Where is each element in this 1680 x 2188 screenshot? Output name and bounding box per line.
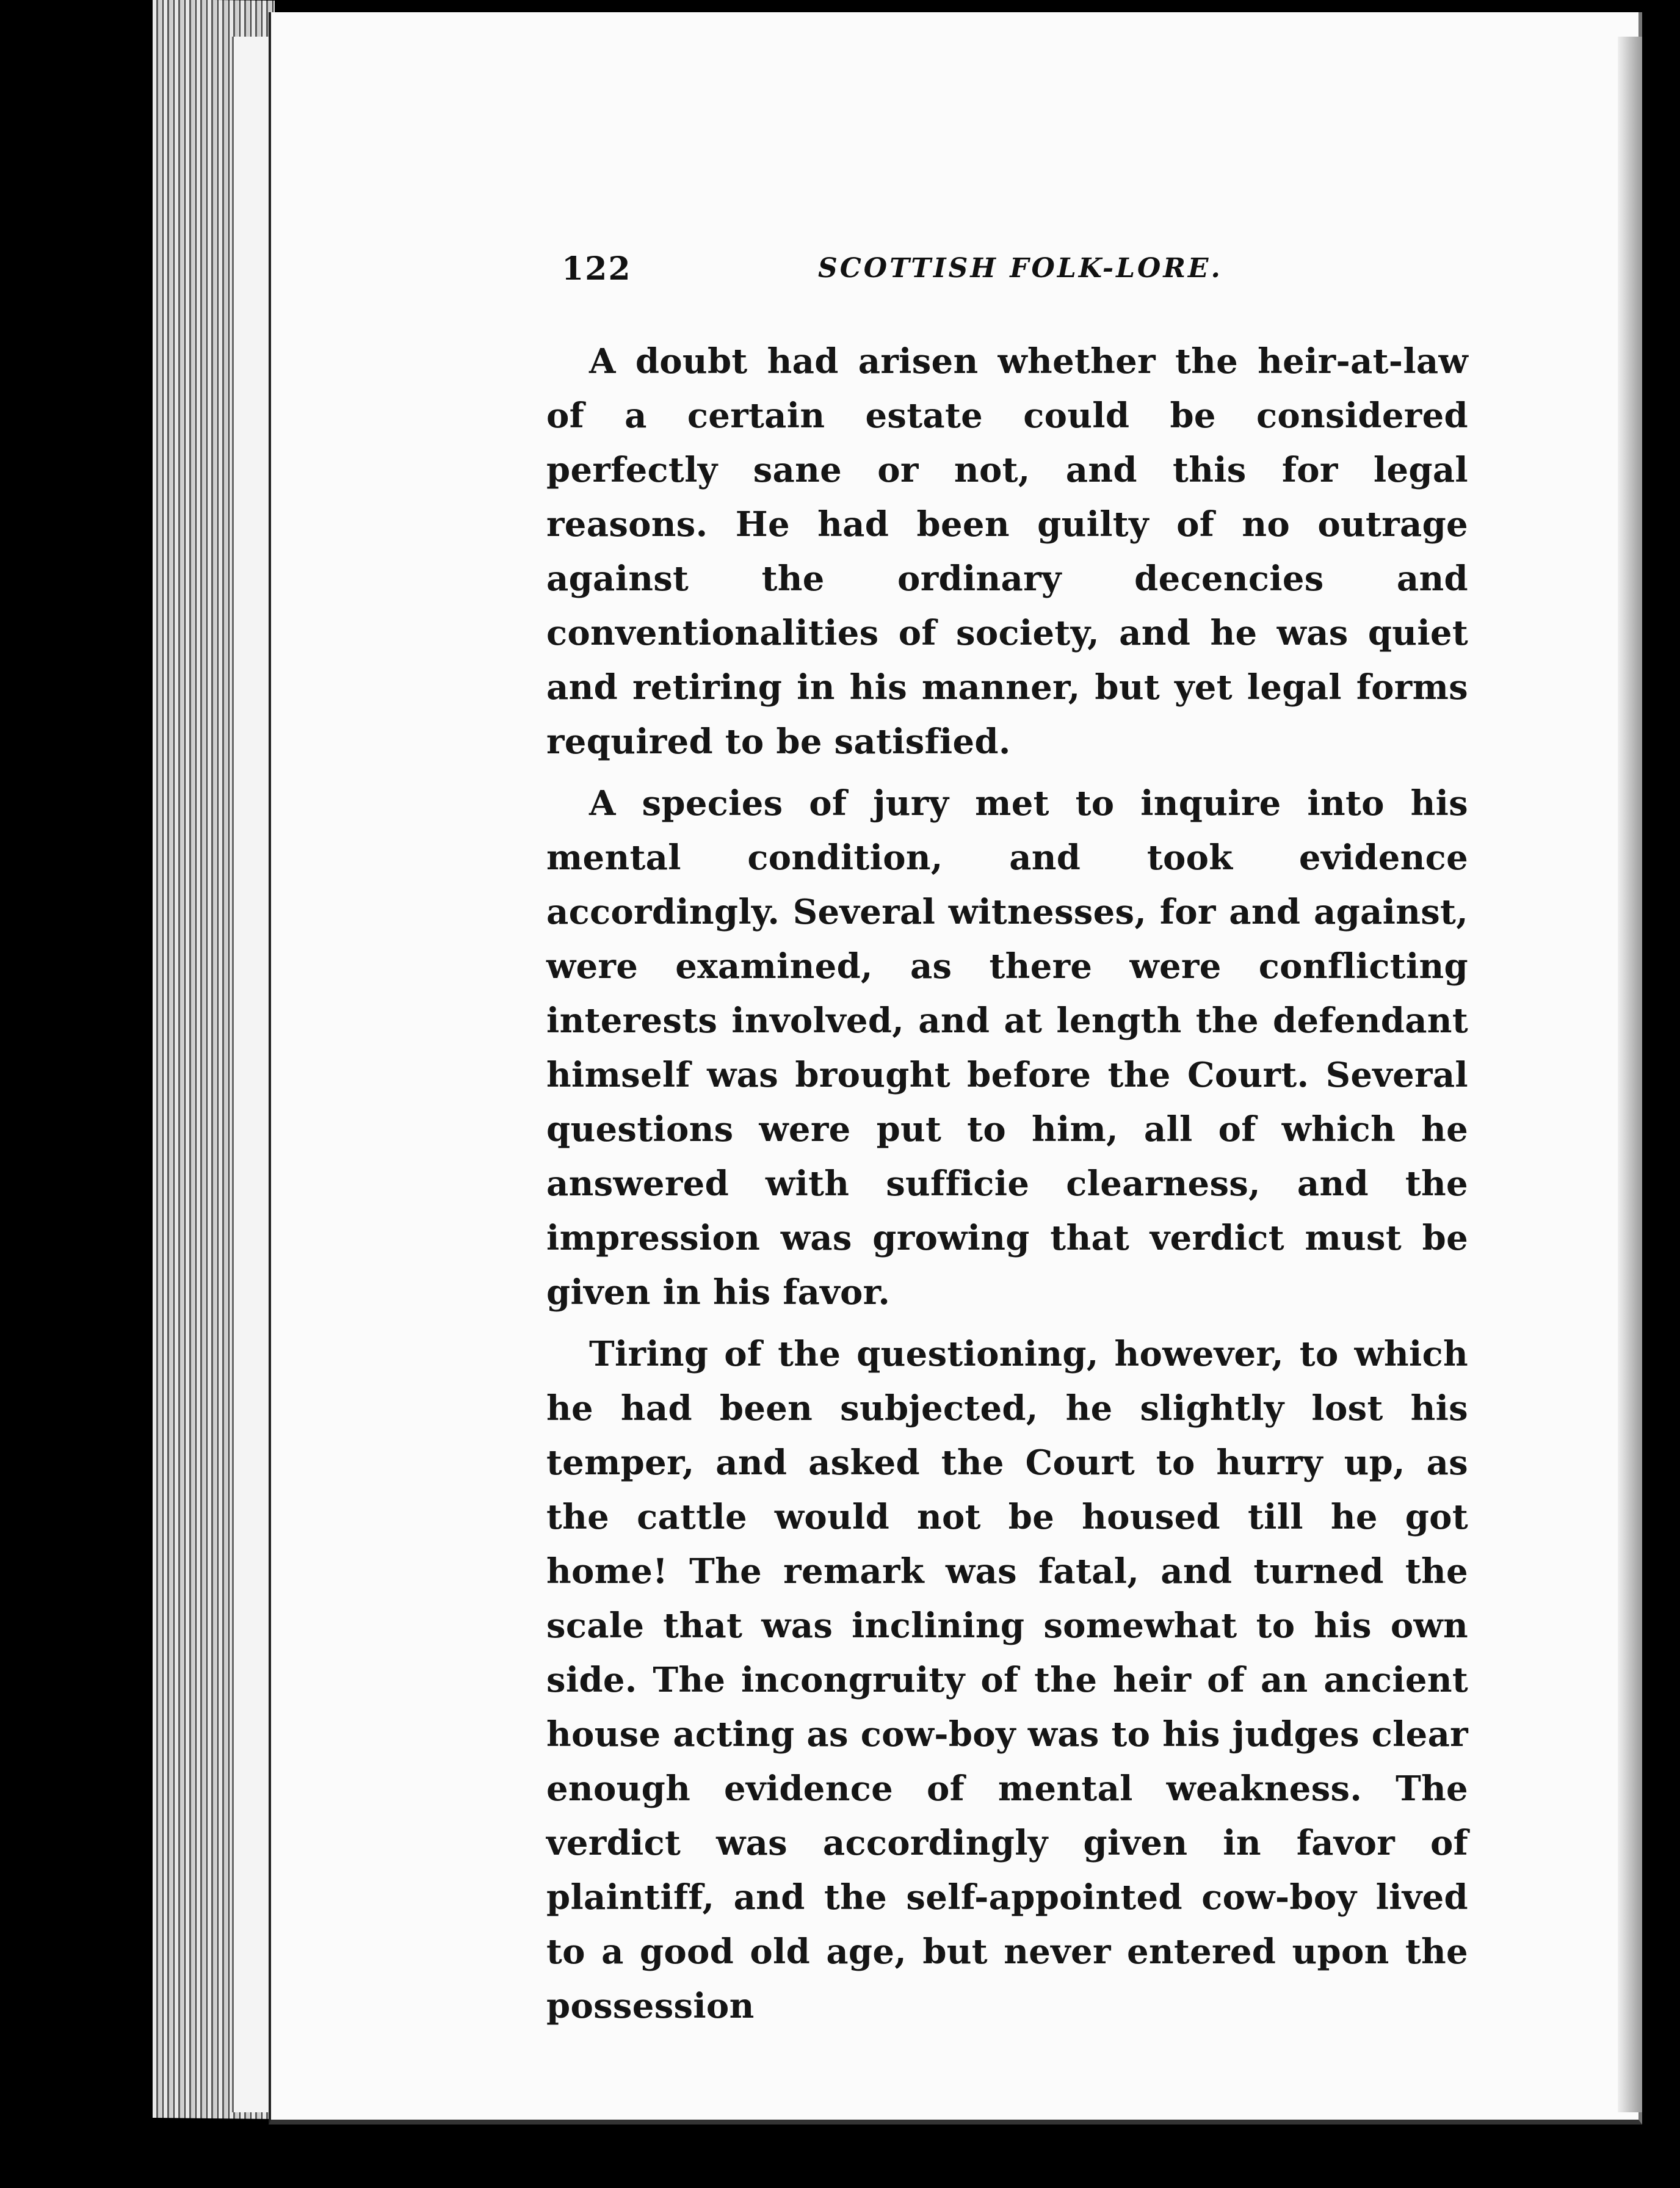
body-text <box>546 335 1468 2041</box>
paragraph: A doubt had arisen whether the heir-at-law of a certain estate could be considered perfectly sane or not, and this for legal reasons. He had been guilty of no outrage against the ordinary decencies and conventionalities of society, and he was quiet and retiring in his manner, but yet legal forms required to be satisfied. <box>546 341 1468 762</box>
paragraph: Tiring of the questioning, however, to which he had been subjected, he slightly lost his temper, and asked the Court to hurry up, as the cattle would not be housed till he got home! The remark was fatal, and turned the scale that was inclining somewhat to his own side. The incongruity of the heir of an ancient house acting as cow-boy was to his judges clear enough evidence of mental weakness. The verdict was accordingly given in favor of plaintiff, and the self-appointed cow-boy lived to a good old age, but never entered upon the possession <box>546 1334 1468 2026</box>
page-number: 122 <box>562 250 632 288</box>
page-gutter-shadow <box>1618 37 1642 2112</box>
page-header <box>562 250 1227 299</box>
running-title: SCOTTISH FOLK-LORE. <box>818 253 1223 284</box>
paragraph: A species of jury met to inquire into his mental condition, and took evidence accordingly. Several witnesses, for and against, were examined, as there were conflicting interests involved, and at length the defendant himself was brought before the Court. Several questions were put to him, all of which he answered with sufficie clearness, and the impression was growing that verdict must be given in his favor. <box>546 783 1468 1313</box>
